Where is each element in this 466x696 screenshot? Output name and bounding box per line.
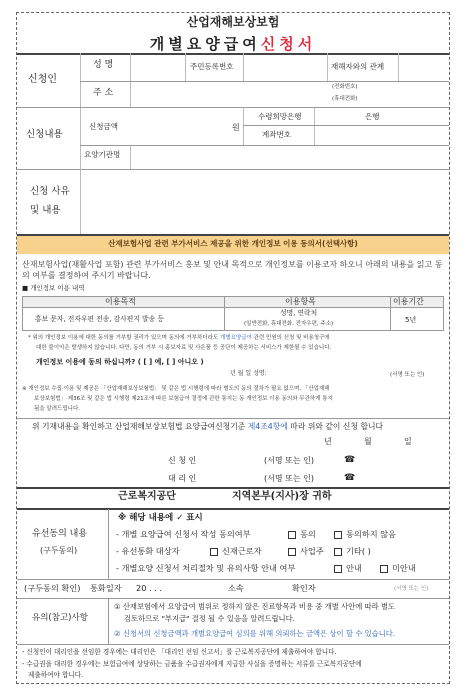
worker-option: 신재근로자 bbox=[222, 546, 262, 556]
not-guided-option: 미안내 bbox=[392, 563, 416, 573]
footer-2b: 제출하여야 합니다. bbox=[28, 671, 84, 679]
footer-1: - 신청인이 대리인을 선임한 경우에는 대리인은 「대리인 선임 신고서」를 근로복지공단에 제출하여야 합니다. bbox=[22, 648, 337, 656]
note-1: ① 산재보험에서 요양급여 범위로 정하지 않은 진료항목과 비용 중 개별 사안에 따라 별도 bbox=[114, 602, 396, 611]
phone-icon: ☎ bbox=[344, 473, 356, 483]
amount-label: 신청금액 bbox=[89, 122, 118, 131]
decl-agent-sign: (서명 또는 인) bbox=[264, 474, 314, 483]
form-agency: 산업재해보상보험 bbox=[186, 15, 280, 29]
notes-label: 유의(참고)사항 bbox=[32, 613, 88, 623]
mobile-label: (휴대전화) bbox=[332, 96, 358, 102]
decl-applicant-sign: (서명 또는 인) bbox=[264, 456, 314, 465]
form-title bbox=[0, 33, 466, 54]
account-label: 계좌번호 bbox=[262, 130, 291, 139]
name-label: 성 명 bbox=[93, 60, 114, 70]
decl-day: 일 bbox=[404, 437, 412, 446]
col-period: 이용기간 bbox=[393, 297, 424, 306]
bank-label: 수령희망은행 bbox=[258, 112, 302, 121]
owner-option: 사업주 bbox=[300, 546, 324, 556]
guidance-label: 유선동의 내용 bbox=[32, 529, 88, 539]
call-date-label: 통화일자 bbox=[90, 583, 122, 593]
disagree-option: 동의하지 않음 bbox=[346, 529, 397, 539]
office-branch: 지역본부(지사)장 귀하 bbox=[232, 491, 332, 502]
decl-month: 월 bbox=[364, 437, 372, 446]
won-label: 원 bbox=[232, 123, 240, 132]
footer-2: - 수급권을 대리한 경우에는 보험급여에 상당하는 금품을 수급권자에게 지급한 사실을 증명하는 서류를 근로복지공단에 bbox=[22, 660, 362, 668]
guidance-header: ※ 해당 내용에 ✓ 표시 bbox=[118, 513, 203, 523]
consent-intro: 산재보험사업(재활사업 포함) 관련 부가서비스 홍보 및 안내 목적으로 개인정보를 이용코자 하오니 아래의 내용을 읽고 동의 여부를 결정하여 주시기 바랍니다. bbox=[22, 260, 443, 280]
decl-agent: 대 리 인 bbox=[168, 474, 197, 483]
consent-note-1: * 위의 개인정보 이용에 대한 동의를 거부할 권리가 있으며 동의에 거부하더라도 개별요양급여 관련 민원의 신청 및 비용청구에 bbox=[28, 335, 330, 341]
worker-checkbox[interactable] bbox=[210, 548, 218, 556]
applicant-section-label: 신청인 bbox=[28, 74, 57, 85]
checker-label: 확인자 bbox=[292, 583, 316, 593]
decl-year: 년 bbox=[324, 437, 332, 446]
other-option: 기타( ) bbox=[346, 546, 371, 556]
disagree-checkbox[interactable] bbox=[334, 531, 342, 539]
row-items-2: (일반전화, 휴대전화, 전자우편, 주소) bbox=[244, 321, 334, 327]
bank-unit: 은행 bbox=[365, 112, 380, 121]
declaration-text: 위 기재내용을 확인하고 산업재해보상보험법 요양급여신청기준 제4조4항에 따라 위와 같이 신청 합니다 bbox=[32, 422, 384, 431]
agree-checkbox[interactable] bbox=[288, 531, 296, 539]
consent-note-2: ※ 개인정보 수집·이용 및 제공은 「산업재해보상보험법」 및 같은 법 시행령에 따라 별도의 동의 절차가 필요 없으며, 「산업재해 bbox=[22, 386, 330, 392]
not-guided-checkbox[interactable] bbox=[380, 565, 388, 573]
office-org: 근로복지공단 bbox=[118, 491, 176, 502]
row-purpose: 홍보 문자, 전자우편 전송, 감사편지 발송 등 bbox=[35, 315, 164, 323]
note-1b: 검토하므로 "부지급" 결정 될 수 있음을 알려드립니다. bbox=[124, 614, 295, 623]
title-main: 개별요양급여 bbox=[149, 35, 261, 53]
phone-label: (전화번호) bbox=[332, 84, 358, 90]
consent-agree-question[interactable]: 개인정보 이용에 동의 하십니까? ( [ ] 예, [ ] 아니오 ) bbox=[36, 358, 204, 366]
consent-table-header bbox=[22, 296, 444, 308]
confirm-label: (구두동의 확인) bbox=[24, 583, 81, 593]
consent-note-1b: 대한 불이익은 발생하지 않습니다. 다만, 동의 거부 시 홍보자료 및 사은품 등 공단이 제공하는 서비스가 제한될 수 있습니다. bbox=[36, 345, 332, 351]
request-section-label: 신청내용 bbox=[26, 129, 63, 140]
consent-note-2b: 보상보험법」 제36조 및 같은 법 시행령 제21조에 따른 보험급여 결정에 관한 통지는 동 개인정보 이용 동의와 무관하게 통지 bbox=[34, 396, 333, 402]
guided-option: 안내 bbox=[346, 563, 362, 573]
row-period: 5년 bbox=[405, 316, 417, 324]
rrn-label: 주민등록번호 bbox=[190, 62, 234, 71]
checker-sign: (서명 또는 인) bbox=[394, 586, 429, 592]
row-items-1: 성명, 연락처 bbox=[280, 309, 318, 317]
col-items: 이용항목 bbox=[285, 297, 316, 306]
phone-icon: ☎ bbox=[344, 455, 356, 465]
consent-sign-hint: (서명 또는 인) bbox=[390, 372, 425, 378]
guidance-row-2: - 유선통화 대상자 bbox=[116, 546, 180, 556]
reason-label-2: 및 내용 bbox=[30, 205, 61, 216]
consent-date-line: 년 월 일 성명: bbox=[230, 370, 267, 377]
institution-label: 요양기관명 bbox=[84, 150, 121, 159]
note-2: ② 신청서의 신청금액과 개별요양급여 심의를 위해 의뢰하는 금액은 상이 할 수 있습니다. bbox=[114, 629, 396, 638]
owner-checkbox[interactable] bbox=[288, 548, 296, 556]
decl-applicant: 신 청 인 bbox=[168, 456, 197, 465]
guidance-label-sub: (구두동의) bbox=[40, 546, 78, 555]
relation-label: 재해자와의 관계 bbox=[331, 62, 385, 71]
reason-label-1: 신청 사유 bbox=[30, 186, 70, 197]
agree-option: 동의 bbox=[300, 529, 316, 539]
consent-note-2c: 됨을 알려드립니다. bbox=[34, 406, 81, 412]
other-checkbox[interactable] bbox=[334, 548, 342, 556]
affiliation-label: 소속 bbox=[228, 583, 244, 593]
guidance-row-3: - 개별요양 신청서 처리절차 및 유의사항 안내 여부 bbox=[116, 563, 296, 573]
col-purpose: 이용목적 bbox=[105, 297, 136, 306]
consent-table-title: ■ 개인정보 이용 내역 bbox=[22, 284, 85, 292]
guided-checkbox[interactable] bbox=[334, 565, 342, 573]
consent-banner-text: 산재보험사업 관련 부가서비스 제공을 위한 개인정보 이용 동의서(선택사항) bbox=[108, 239, 358, 248]
title-red: 신청서 bbox=[260, 35, 317, 53]
address-label: 주 소 bbox=[93, 88, 114, 98]
guidance-row-1: - 개별 요양급여 신청서 작성 동의여부 bbox=[116, 529, 251, 539]
call-date-value: 20 . . . bbox=[136, 583, 163, 593]
